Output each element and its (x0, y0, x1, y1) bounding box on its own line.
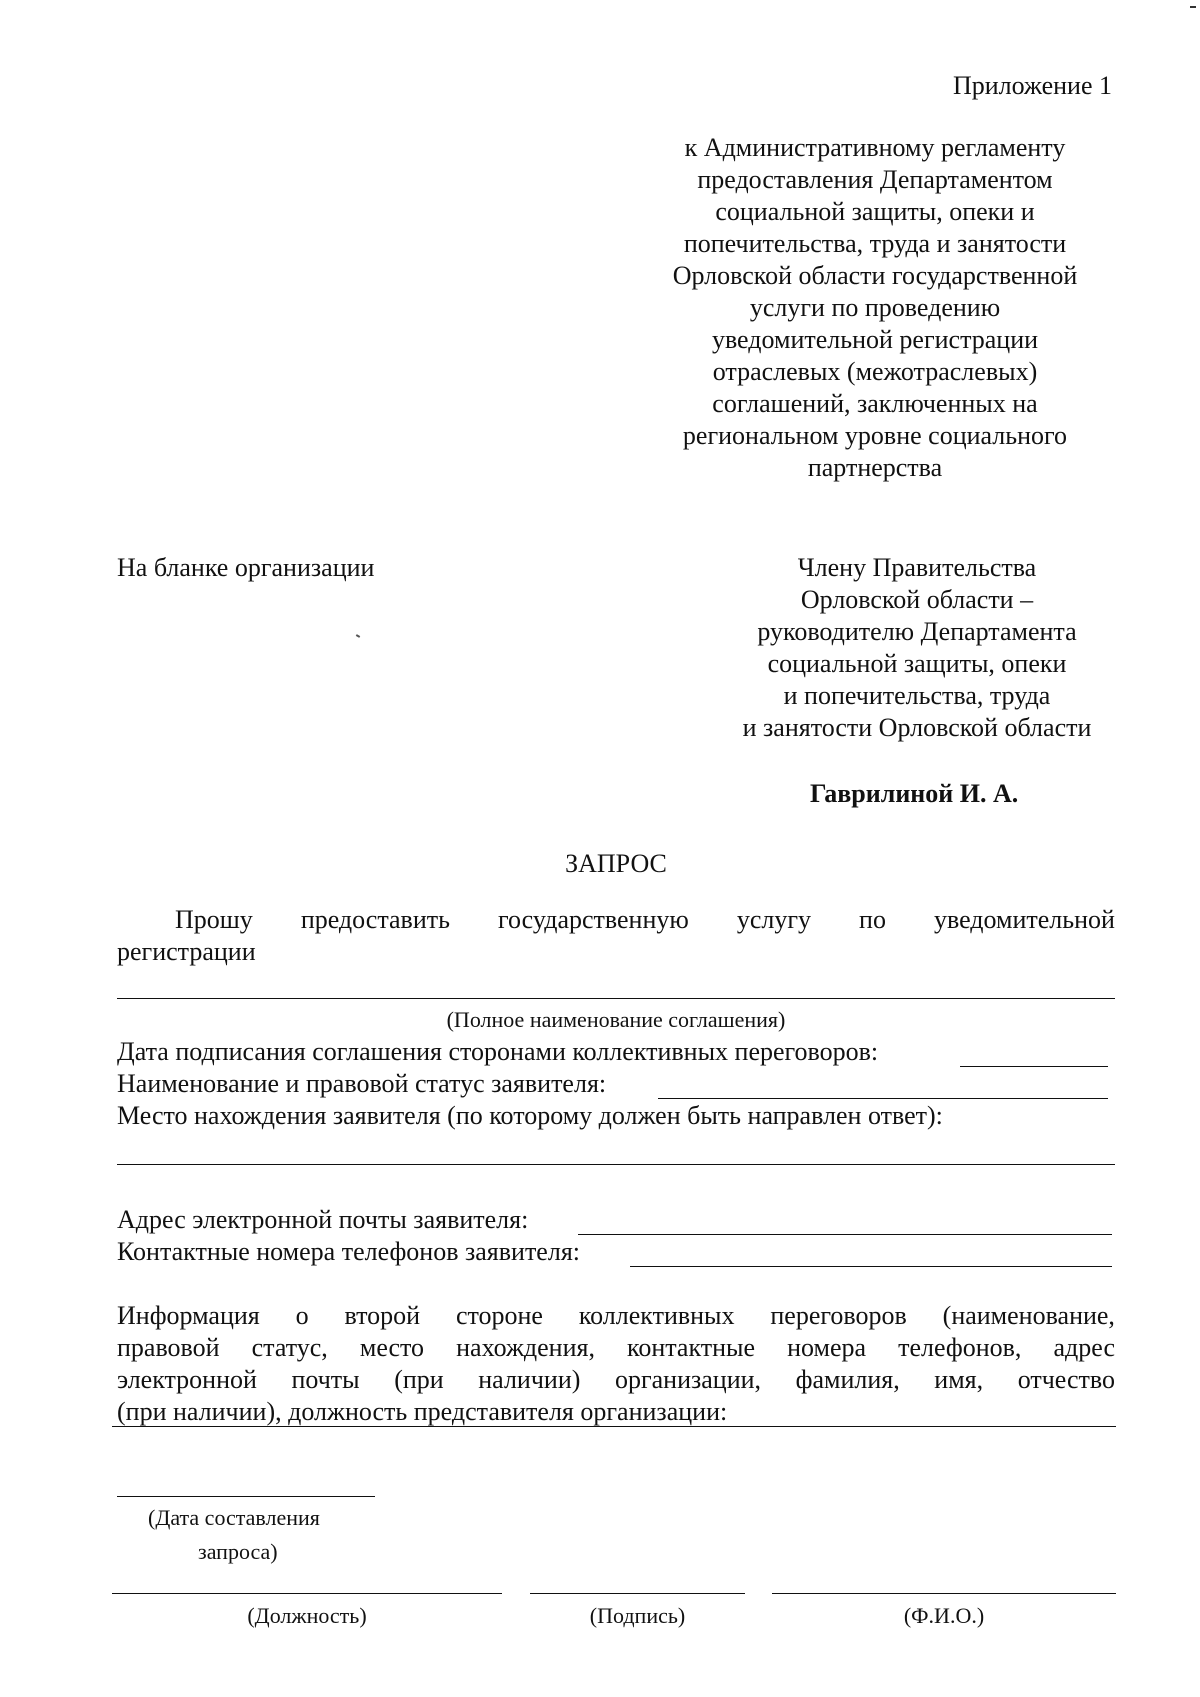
second-party-word: фамилия, (795, 1365, 900, 1394)
second-party-word: имя, (934, 1365, 984, 1394)
fio-field[interactable] (772, 1593, 1116, 1594)
intro-word: услугу (736, 905, 812, 934)
request-intro-line (175, 904, 1115, 936)
appendix-reference-block (630, 132, 1120, 484)
second-party-word: адрес (1053, 1333, 1115, 1362)
second-party-word: коллективных (578, 1301, 735, 1330)
second-party-word: номера (787, 1333, 867, 1362)
addressee-line: Члену Правительства (797, 553, 1037, 582)
second-party-last-line: (при наличии), должность представителя организации: (117, 1397, 728, 1426)
second-party-info-field[interactable] (112, 1426, 1116, 1427)
second-party-word: статус, (251, 1333, 328, 1362)
request-date-caption-2: запроса) (198, 1539, 278, 1564)
appendix-line: к Административному регламенту (684, 133, 1066, 162)
second-party-word: переговоров (770, 1301, 907, 1330)
addressee-line: Орловской области – (800, 585, 1034, 614)
request-date-field[interactable] (117, 1496, 375, 1497)
second-party-word: второй (344, 1301, 421, 1330)
scan-speck (356, 634, 360, 638)
intro-word: Прошу (175, 905, 253, 934)
request-title: ЗАПРОС (565, 849, 667, 878)
second-party-line (117, 1364, 1115, 1396)
appendix-line: отраслевых (межотраслевых) (712, 357, 1038, 386)
second-party-word: (наименование, (942, 1301, 1115, 1330)
second-party-word: нахождения, (456, 1333, 595, 1362)
second-party-word: о (295, 1301, 309, 1330)
fio-caption: (Ф.И.О.) (903, 1603, 985, 1628)
appendix-line: Орловской области государственной (672, 261, 1078, 290)
second-party-word: стороне (455, 1301, 543, 1330)
second-party-word: место (359, 1333, 425, 1362)
addressee-line: социальной защиты, опеки (767, 649, 1067, 678)
applicant-email-label: Адрес электронной почты заявителя: (117, 1205, 529, 1234)
intro-word: уведомительной (933, 905, 1115, 934)
applicant-phones-label: Контактные номера телефонов заявителя: (117, 1237, 580, 1266)
appendix-line: соглашений, заключенных на (712, 389, 1038, 418)
appendix-line: партнерства (807, 453, 943, 482)
scan-edge-mark (1190, 6, 1196, 8)
signature-caption: (Подпись) (589, 1603, 686, 1628)
applicant-location-field[interactable] (117, 1164, 1115, 1165)
position-caption: (Должность) (247, 1603, 367, 1628)
request-date-caption-1: (Дата составления (148, 1505, 320, 1530)
appendix-line: попечительства, труда и занятости (683, 229, 1067, 258)
addressee-name: Гаврилиной И. А. (810, 779, 1019, 808)
addressee-block (722, 552, 1112, 744)
addressee-line: и попечительства, труда (783, 681, 1051, 710)
second-party-word: контактные (627, 1333, 756, 1362)
applicant-name-label: Наименование и правовой статус заявителя: (117, 1069, 607, 1098)
letterhead-note: На бланке организации (117, 553, 375, 582)
applicant-email-field[interactable] (578, 1234, 1112, 1235)
agreement-name-caption: (Полное наименование соглашения) (446, 1007, 786, 1032)
position-field[interactable] (112, 1593, 502, 1594)
agreement-name-field[interactable] (117, 998, 1115, 999)
signing-date-label: Дата подписания соглашения сторонами коллективных переговоров: (117, 1037, 879, 1066)
applicant-location-label: Место нахождения заявителя (по которому должен быть направлен ответ): (117, 1101, 943, 1130)
intro-word: по (859, 905, 886, 934)
signature-field[interactable] (530, 1593, 745, 1594)
second-party-line (117, 1332, 1115, 1364)
appendix-line: уведомительной регистрации (711, 325, 1039, 354)
appendix-line: услуги по проведению (749, 293, 1001, 322)
appendix-title: Приложение 1 (952, 71, 1112, 100)
second-party-word: организации, (614, 1365, 762, 1394)
second-party-word: отчество (1017, 1365, 1115, 1394)
appendix-line: региональном уровне социального (682, 421, 1068, 450)
second-party-word: правовой (117, 1333, 220, 1362)
intro-word: предоставить (300, 905, 450, 934)
addressee-line: и занятости Орловской области (742, 713, 1092, 742)
signing-date-field[interactable] (960, 1066, 1108, 1067)
addressee-line: руководителю Департамента (757, 617, 1077, 646)
applicant-name-field[interactable] (658, 1098, 1108, 1099)
intro-word: государственную (498, 905, 689, 934)
second-party-word: телефонов, (898, 1333, 1022, 1362)
second-party-word: Информация (117, 1301, 260, 1330)
request-intro-line-2: регистрации (117, 937, 256, 966)
second-party-line (117, 1300, 1115, 1332)
second-party-word: почты (291, 1365, 360, 1394)
second-party-word: наличии) (478, 1365, 581, 1394)
appendix-line: социальной защиты, опеки и (715, 197, 1035, 226)
second-party-word: электронной (117, 1365, 257, 1394)
appendix-line: предоставления Департаментом (697, 165, 1053, 194)
applicant-phones-field[interactable] (630, 1266, 1112, 1267)
second-party-word: (при (394, 1365, 444, 1394)
